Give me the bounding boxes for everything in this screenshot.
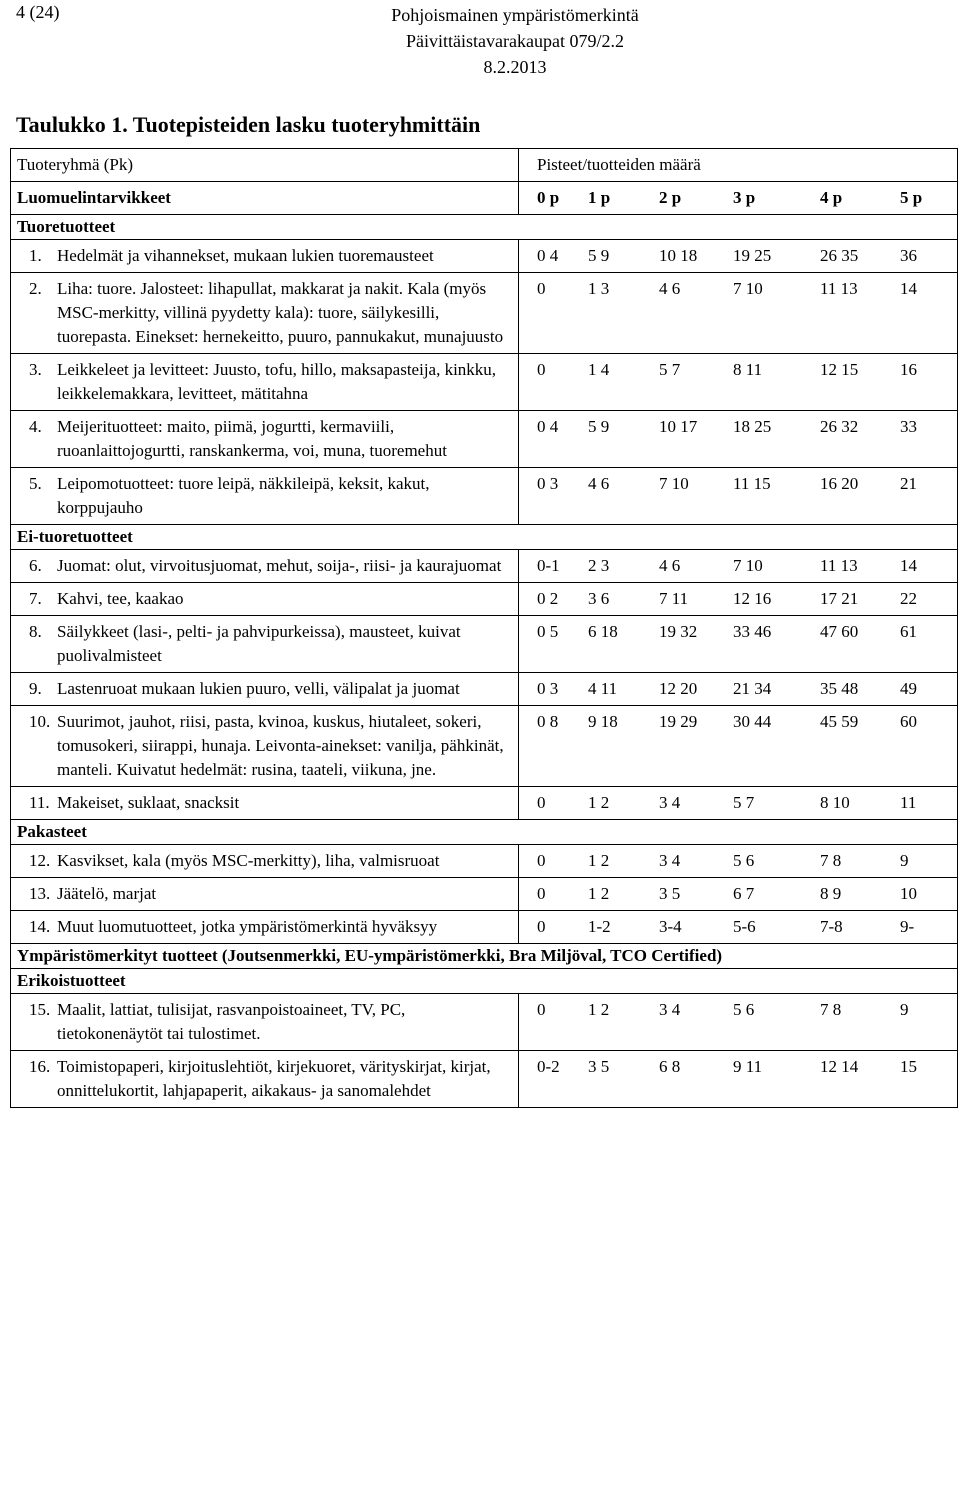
- range-value: 11 15: [733, 474, 771, 493]
- range-value: 5 6: [733, 851, 755, 870]
- range-row: [525, 620, 951, 644]
- range-value: 0-1: [537, 556, 560, 575]
- range-value: 1 4: [588, 360, 610, 379]
- range-value: 8 10: [820, 793, 850, 812]
- row-ranges-cell: [519, 583, 958, 616]
- range-value: 3-4: [659, 917, 682, 936]
- range-value: 4 11: [588, 679, 618, 698]
- header-line-3: 8.2.2013: [483, 57, 547, 77]
- range-row: [525, 998, 951, 1022]
- range-value: 36: [900, 246, 917, 265]
- row-item: [17, 587, 512, 611]
- points-col-5: 5 p: [900, 188, 923, 207]
- row-text: Juomat: olut, virvoitusjuomat, mehut, soija-, riisi- ja kaurajuomat: [57, 556, 502, 575]
- range-value: 60: [900, 712, 917, 731]
- table-row: [11, 706, 958, 787]
- range-value: 1 2: [588, 884, 610, 903]
- range-value: 10 18: [659, 246, 698, 265]
- table-row: [11, 787, 958, 820]
- range-value: 9: [900, 851, 909, 870]
- range-value: 7 10: [659, 474, 689, 493]
- row-ranges-cell: [519, 468, 958, 525]
- header-line-2: Päivittäistavarakaupat 079/2.2: [406, 31, 624, 51]
- row-label-cell: [11, 583, 519, 616]
- range-value: 5 9: [588, 246, 610, 265]
- range-row: [525, 677, 951, 701]
- range-value: 11: [900, 793, 917, 812]
- range-value: 35 48: [820, 679, 859, 698]
- row-label-cell: [11, 787, 519, 820]
- row-number: 4.: [29, 417, 42, 436]
- table-row: [11, 994, 958, 1051]
- category-ecolabelled: Ympäristömerkityt tuotteet (Joutsenmerkki, EU-ympäristömerkki, Bra Miljöval, TCO Certified): [11, 944, 958, 969]
- range-value: 21 34: [733, 679, 772, 698]
- range-value: 0: [537, 1000, 546, 1019]
- range-value: 0: [537, 851, 546, 870]
- points-col-3: 3 p: [733, 188, 756, 207]
- range-value: 0: [537, 360, 546, 379]
- row-ranges-cell: [519, 616, 958, 673]
- range-value: 0: [537, 884, 546, 903]
- row-number: 15.: [29, 1000, 51, 1019]
- range-value: 1 2: [588, 851, 610, 870]
- page-header: [0, 0, 960, 77]
- row-text: Hedelmät ja vihannekset, mukaan lukien tuoremausteet: [57, 246, 434, 265]
- range-value: 9 18: [588, 712, 618, 731]
- range-value: 1 2: [588, 793, 610, 812]
- row-number: 1.: [29, 246, 42, 265]
- range-value: 33: [900, 417, 917, 436]
- range-value: 11 13: [820, 556, 858, 575]
- row-text: Leipomotuotteet: tuore leipä, näkkileipä, keksit, kakut, korppujauho: [57, 474, 430, 517]
- range-value: 12 14: [820, 1057, 859, 1076]
- special-rows: [11, 994, 958, 1108]
- range-value: 18 25: [733, 417, 772, 436]
- range-row: [525, 1055, 951, 1079]
- row-item: [17, 358, 512, 406]
- row-ranges-cell: [519, 673, 958, 706]
- range-value: 0 8: [537, 712, 559, 731]
- range-row: [525, 554, 951, 578]
- range-row: [525, 358, 951, 382]
- range-value: 12 16: [733, 589, 772, 608]
- range-value: 14: [900, 279, 917, 298]
- range-row: [525, 915, 951, 939]
- row-item: [17, 277, 512, 349]
- range-value: 0 4: [537, 246, 559, 265]
- table-row: [11, 468, 958, 525]
- table-row: [11, 411, 958, 468]
- row-text: Lastenruoat mukaan lukien puuro, velli, välipalat ja juomat: [57, 679, 460, 698]
- range-row: [525, 882, 951, 906]
- range-value: 47 60: [820, 622, 859, 641]
- table-row: [11, 673, 958, 706]
- row-item: [17, 791, 512, 815]
- row-number: 10.: [29, 712, 51, 731]
- range-value: 7-8: [820, 917, 843, 936]
- frozen-rows: [11, 845, 958, 944]
- range-row: [525, 415, 951, 439]
- range-value: 45 59: [820, 712, 859, 731]
- row-label-cell: [11, 616, 519, 673]
- range-row: [525, 472, 951, 496]
- range-value: 5 7: [659, 360, 681, 379]
- row-ranges-cell: [519, 411, 958, 468]
- row-number: 3.: [29, 360, 42, 379]
- range-value: 17 21: [820, 589, 859, 608]
- range-value: 0: [537, 279, 546, 298]
- range-value: 1-2: [588, 917, 611, 936]
- row-item: [17, 882, 512, 906]
- row-text: Säilykkeet (lasi-, pelti- ja pahvipurkeissa), mausteet, kuivat puolivalmisteet: [57, 622, 461, 665]
- table-row: [11, 616, 958, 673]
- row-item: [17, 244, 512, 268]
- row-ranges-cell: [519, 706, 958, 787]
- row-text: Maalit, lattiat, tulisijat, rasvanpoistoaineet, TV, PC, tietokonenäytöt tai tulostimet.: [57, 1000, 406, 1043]
- row-label-cell: [11, 273, 519, 354]
- range-row: [525, 710, 951, 734]
- table-row: [11, 240, 958, 273]
- row-number: 16.: [29, 1057, 51, 1076]
- range-value: 0 3: [537, 474, 559, 493]
- row-label-cell: [11, 550, 519, 583]
- row-label-cell: [11, 1051, 519, 1108]
- range-value: 7 8: [820, 1000, 842, 1019]
- range-value: 0 3: [537, 679, 559, 698]
- range-value: 10 17: [659, 417, 698, 436]
- row-ranges-cell: [519, 845, 958, 878]
- row-text: Liha: tuore. Jalosteet: lihapullat, makkarat ja nakit. Kala (myös MSC-merkitty, villinä pyydetty kala): tuore, säilykesilli, tuorepasta. Einekset: hernekeitto, puuro, pannukakut, munajuusto: [57, 279, 504, 346]
- range-value: 7 10: [733, 556, 763, 575]
- document-header: [300, 2, 730, 80]
- range-value: 9 11: [733, 1057, 763, 1076]
- category-nonfresh: Ei-tuoretuotteet: [11, 525, 958, 550]
- range-value: 0: [537, 917, 546, 936]
- range-row: [525, 277, 951, 301]
- row-label-cell: [11, 354, 519, 411]
- range-value: 3 4: [659, 851, 681, 870]
- row-item: [17, 554, 512, 578]
- header-line-1: Pohjoismainen ympäristömerkintä: [391, 5, 639, 25]
- row-item: [17, 677, 512, 701]
- range-row: [525, 849, 951, 873]
- page-number: 4 (24): [16, 2, 60, 22]
- range-value: 26 35: [820, 246, 859, 265]
- row-item: [17, 998, 512, 1046]
- range-value: 12 15: [820, 360, 859, 379]
- row-label-cell: [11, 994, 519, 1051]
- range-value: 1 3: [588, 279, 610, 298]
- table-row: [11, 878, 958, 911]
- row-number: 5.: [29, 474, 42, 493]
- range-value: 0 2: [537, 589, 559, 608]
- range-value: 5-6: [733, 917, 756, 936]
- table-row: [11, 354, 958, 411]
- row-text: Muut luomutuotteet, jotka ympäristömerkintä hyväksyy: [57, 917, 438, 936]
- row-label-cell: [11, 411, 519, 468]
- subheader-label: Luomuelintarvikkeet: [11, 182, 519, 215]
- range-value: 6 18: [588, 622, 618, 641]
- row-ranges-cell: [519, 273, 958, 354]
- category-special: Erikoistuotteet: [11, 969, 958, 994]
- row-label-cell: [11, 706, 519, 787]
- row-item: [17, 710, 512, 782]
- row-ranges-cell: [519, 878, 958, 911]
- range-value: 15: [900, 1057, 917, 1076]
- nonfresh-rows: [11, 550, 958, 820]
- range-value: 11 13: [820, 279, 858, 298]
- row-text: Makeiset, suklaat, snacksit: [57, 793, 240, 812]
- range-value: 26 32: [820, 417, 859, 436]
- range-value: 19 25: [733, 246, 772, 265]
- category-frozen: Pakasteet: [11, 820, 958, 845]
- range-value: 3 4: [659, 1000, 681, 1019]
- range-value: 3 4: [659, 793, 681, 812]
- row-label-cell: [11, 240, 519, 273]
- range-value: 8 11: [733, 360, 763, 379]
- row-number: 13.: [29, 884, 51, 903]
- column-header-group: Tuoteryhmä (Pk): [11, 149, 519, 182]
- range-value: 4 6: [659, 279, 681, 298]
- row-number: 14.: [29, 917, 51, 936]
- row-text: Meijerituotteet: maito, piimä, jogurtti, kermaviili, ruoanlaittojogurtti, ranskankerma, voi, muna, tuoremehut: [57, 417, 447, 460]
- row-label-cell: [11, 878, 519, 911]
- points-header-row: [519, 182, 958, 215]
- table-row: [11, 583, 958, 616]
- row-item: [17, 1055, 512, 1103]
- table-row: [11, 273, 958, 354]
- fresh-rows: [11, 240, 958, 525]
- range-value: 33 46: [733, 622, 772, 641]
- range-value: 5 9: [588, 417, 610, 436]
- row-label-cell: [11, 845, 519, 878]
- row-item: [17, 415, 512, 463]
- range-value: 0 4: [537, 417, 559, 436]
- range-value: 14: [900, 556, 917, 575]
- range-row: [525, 244, 951, 268]
- range-value: 2 3: [588, 556, 610, 575]
- range-value: 16: [900, 360, 917, 379]
- range-value: 3 5: [588, 1057, 610, 1076]
- range-value: 3 6: [588, 589, 610, 608]
- row-number: 9.: [29, 679, 42, 698]
- row-text: Jäätelö, marjat: [57, 884, 157, 903]
- points-col-2: 2 p: [659, 188, 682, 207]
- row-text: Toimistopaperi, kirjoituslehtiöt, kirjekuoret, värityskirjat, kirjat, onnittelukortit, lahjapaperit, aikakaus- ja sanomalehdet: [57, 1057, 491, 1100]
- range-value: 5 7: [733, 793, 755, 812]
- row-label-cell: [11, 468, 519, 525]
- row-ranges-cell: [519, 787, 958, 820]
- points-col-4: 4 p: [820, 188, 843, 207]
- range-value: 4 6: [588, 474, 610, 493]
- row-number: 7.: [29, 589, 42, 608]
- range-value: 0 5: [537, 622, 559, 641]
- row-text: Suurimot, jauhot, riisi, pasta, kvinoa, kuskus, hiutaleet, sokeri, tomusokeri, siirappi, hunaja. Leivonta-ainekset: vanilja, pähkinät, manteli. Kuivatut hedelmät: rusina, taateli, viikuna, jne.: [57, 712, 504, 779]
- row-ranges-cell: [519, 240, 958, 273]
- range-value: 0: [537, 793, 546, 812]
- range-value: 7 10: [733, 279, 763, 298]
- range-value: 49: [900, 679, 917, 698]
- range-value: 9-: [900, 917, 915, 936]
- range-value: 10: [900, 884, 917, 903]
- table-row: [11, 845, 958, 878]
- range-value: 9: [900, 1000, 909, 1019]
- row-number: 6.: [29, 556, 42, 575]
- range-row: [525, 587, 951, 611]
- range-value: 7 11: [659, 589, 689, 608]
- range-value: 7 8: [820, 851, 842, 870]
- row-ranges-cell: [519, 354, 958, 411]
- range-value: 3 5: [659, 884, 681, 903]
- table-row: [11, 911, 958, 944]
- range-value: 21: [900, 474, 917, 493]
- table-row: [11, 550, 958, 583]
- table-row: [11, 1051, 958, 1108]
- row-ranges-cell: [519, 1051, 958, 1108]
- range-value: 8 9: [820, 884, 842, 903]
- row-item: [17, 620, 512, 668]
- range-value: 19 29: [659, 712, 698, 731]
- row-text: Kahvi, tee, kaakao: [57, 589, 184, 608]
- row-ranges-cell: [519, 550, 958, 583]
- range-value: 22: [900, 589, 917, 608]
- points-col-1: 1 p: [588, 188, 611, 207]
- table-caption: Taulukko 1. Tuotepisteiden lasku tuoteryhmittäin: [16, 112, 481, 137]
- range-value: 4 6: [659, 556, 681, 575]
- row-text: Leikkeleet ja levitteet: Juusto, tofu, hillo, maksapasteija, kinkku, leikkelemakkara, levitteet, mätitahna: [57, 360, 497, 403]
- category-fresh: Tuoretuotteet: [11, 215, 958, 240]
- range-value: 12 20: [659, 679, 698, 698]
- points-col-0: 0 p: [537, 188, 560, 207]
- row-ranges-cell: [519, 994, 958, 1051]
- range-value: 6 8: [659, 1057, 681, 1076]
- row-item: [17, 849, 512, 873]
- points-table: [10, 148, 958, 1108]
- range-value: 19 32: [659, 622, 698, 641]
- range-value: 6 7: [733, 884, 755, 903]
- range-value: 0-2: [537, 1057, 560, 1076]
- row-label-cell: [11, 673, 519, 706]
- row-ranges-cell: [519, 911, 958, 944]
- row-label-cell: [11, 911, 519, 944]
- range-value: 5 6: [733, 1000, 755, 1019]
- row-item: [17, 472, 512, 520]
- row-number: 12.: [29, 851, 51, 870]
- range-row: [525, 791, 951, 815]
- row-item: [17, 915, 512, 939]
- range-value: 16 20: [820, 474, 859, 493]
- range-value: 61: [900, 622, 917, 641]
- row-text: Kasvikset, kala (myös MSC-merkitty), liha, valmisruoat: [57, 851, 440, 870]
- row-number: 11.: [29, 793, 50, 812]
- range-value: 30 44: [733, 712, 772, 731]
- row-number: 2.: [29, 279, 42, 298]
- column-header-points: Pisteet/tuotteiden määrä: [519, 149, 958, 182]
- range-value: 1 2: [588, 1000, 610, 1019]
- row-number: 8.: [29, 622, 42, 641]
